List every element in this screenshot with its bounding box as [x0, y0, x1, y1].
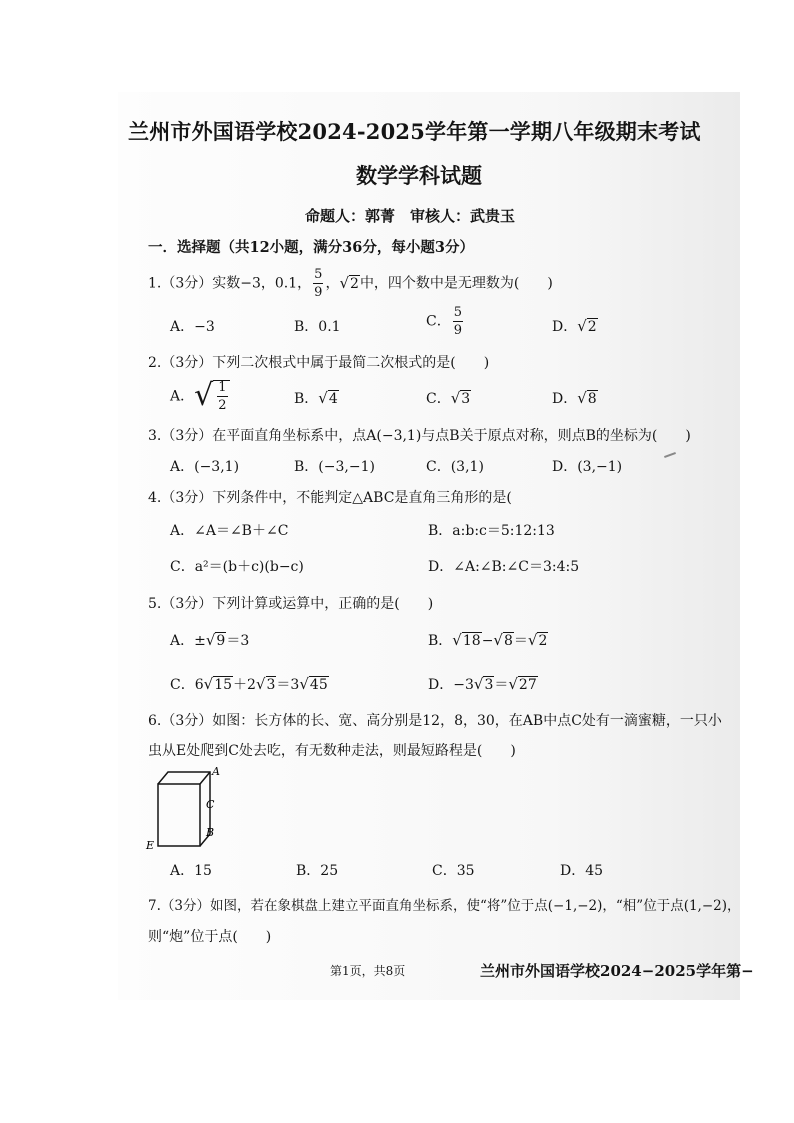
footer-school: 兰州市外国语学校2024−2025学年第−: [480, 962, 754, 980]
question-1-stem: 1.（3分）实数−3，0.1， $\frac{5}{9}$ ，√2中，四个数中是无理数为( ): [148, 267, 553, 300]
q1-option-b[interactable]: B．0.1: [294, 319, 341, 335]
q1-option-c[interactable]: C． $\frac{5}{9}$: [426, 305, 462, 338]
sqrt: √2: [339, 273, 359, 292]
question-6-stem-line-1: 6.（3分）如图：长方体的长、宽、高分别是12，8，30，在AB中点C处有一滴蜜糖，一只小: [148, 713, 722, 729]
q4-option-d[interactable]: D．∠A:∠B:∠C＝3:4:5: [428, 559, 580, 575]
q3-option-d[interactable]: D．(3,−1): [552, 459, 623, 475]
exam-subtitle: 数学学科试题: [356, 163, 482, 188]
q6-option-c[interactable]: C．35: [432, 863, 475, 879]
sqrt: √2: [577, 317, 597, 335]
q4-option-c[interactable]: C．a²＝(b＋c)(b−c): [170, 559, 304, 575]
q4-option-a[interactable]: A．∠A＝∠B＋∠C: [170, 523, 289, 539]
q6-option-a[interactable]: A．15: [170, 863, 212, 879]
q6-option-d[interactable]: D．45: [560, 863, 604, 879]
fraction: $\frac{5}{9}$: [453, 305, 462, 338]
label-a: A: [212, 765, 220, 778]
exam-title: 兰州市外国语学校2024-2025学年第一学期八年级期末考试: [128, 119, 701, 144]
fraction: $\frac{5}{9}$: [314, 267, 323, 300]
question-7-stem-line-1: 7.（3分）如图，若在象棋盘上建立平面直角坐标系，使“将”位于点(−1,−2)，“相”位于点(1,−2)，: [148, 898, 741, 914]
q3-option-c[interactable]: C．(3,1): [426, 459, 484, 475]
q5-option-b[interactable]: B．√18−√8＝√2: [428, 631, 548, 649]
question-7-stem-line-2: 则“炮”位于点( ): [148, 929, 272, 945]
q1-option-d[interactable]: D．√2: [552, 317, 597, 335]
question-5-stem: 5.（3分）下列计算或运算中，正确的是( ): [148, 596, 434, 612]
question-4-stem: 4.（3分）下列条件中，不能判定△ABC是直角三角形的是(: [148, 490, 512, 506]
q2-option-c[interactable]: C．√3: [426, 389, 471, 407]
label-e: E: [146, 839, 155, 852]
page-number: 第1页，共8页: [330, 964, 406, 978]
q5-option-c[interactable]: C．6√15＋2√3＝3√45: [170, 675, 328, 693]
q2-option-d[interactable]: D．√8: [552, 389, 597, 407]
q5-option-d[interactable]: D．−3√3＝√27: [428, 675, 537, 693]
label-b: B: [206, 826, 215, 839]
sqrt-fraction: √ $\frac{1}{2}$: [194, 378, 229, 413]
question-2-stem: 2.（3分）下列二次根式中属于最简二次根式的是( ): [148, 355, 490, 371]
q3-option-b[interactable]: B．(−3,−1): [294, 459, 375, 475]
q3-option-a[interactable]: A．(−3,1): [170, 459, 240, 475]
question-6-stem-line-2: 虫从E处爬到C处去吃，有无数种走法，则最短路程是( ): [148, 743, 516, 759]
q5-option-a[interactable]: A．±√9＝3: [170, 631, 250, 649]
section-heading: 一．选择题（共12小题，满分36分，每小题3分）: [148, 239, 474, 256]
q1-option-a[interactable]: A．−3: [170, 319, 215, 335]
authors-line: 命题人：郭菁 审核人：武贵玉: [305, 207, 516, 225]
cuboid-figure: [144, 764, 224, 852]
q2-option-b[interactable]: B．√4: [294, 389, 338, 407]
cuboid-edges: [158, 772, 210, 846]
q6-option-b[interactable]: B．25: [296, 863, 339, 879]
question-3-stem: 3.（3分）在平面直角坐标系中，点A(−3,1)与点B关于原点对称，则点B的坐标为( ): [148, 428, 691, 444]
q2-option-a[interactable]: A．√ $\frac{1}{2}$: [170, 378, 230, 413]
q4-option-b[interactable]: B．a:b:c＝5:12:13: [428, 523, 555, 539]
label-c: C: [206, 798, 215, 811]
